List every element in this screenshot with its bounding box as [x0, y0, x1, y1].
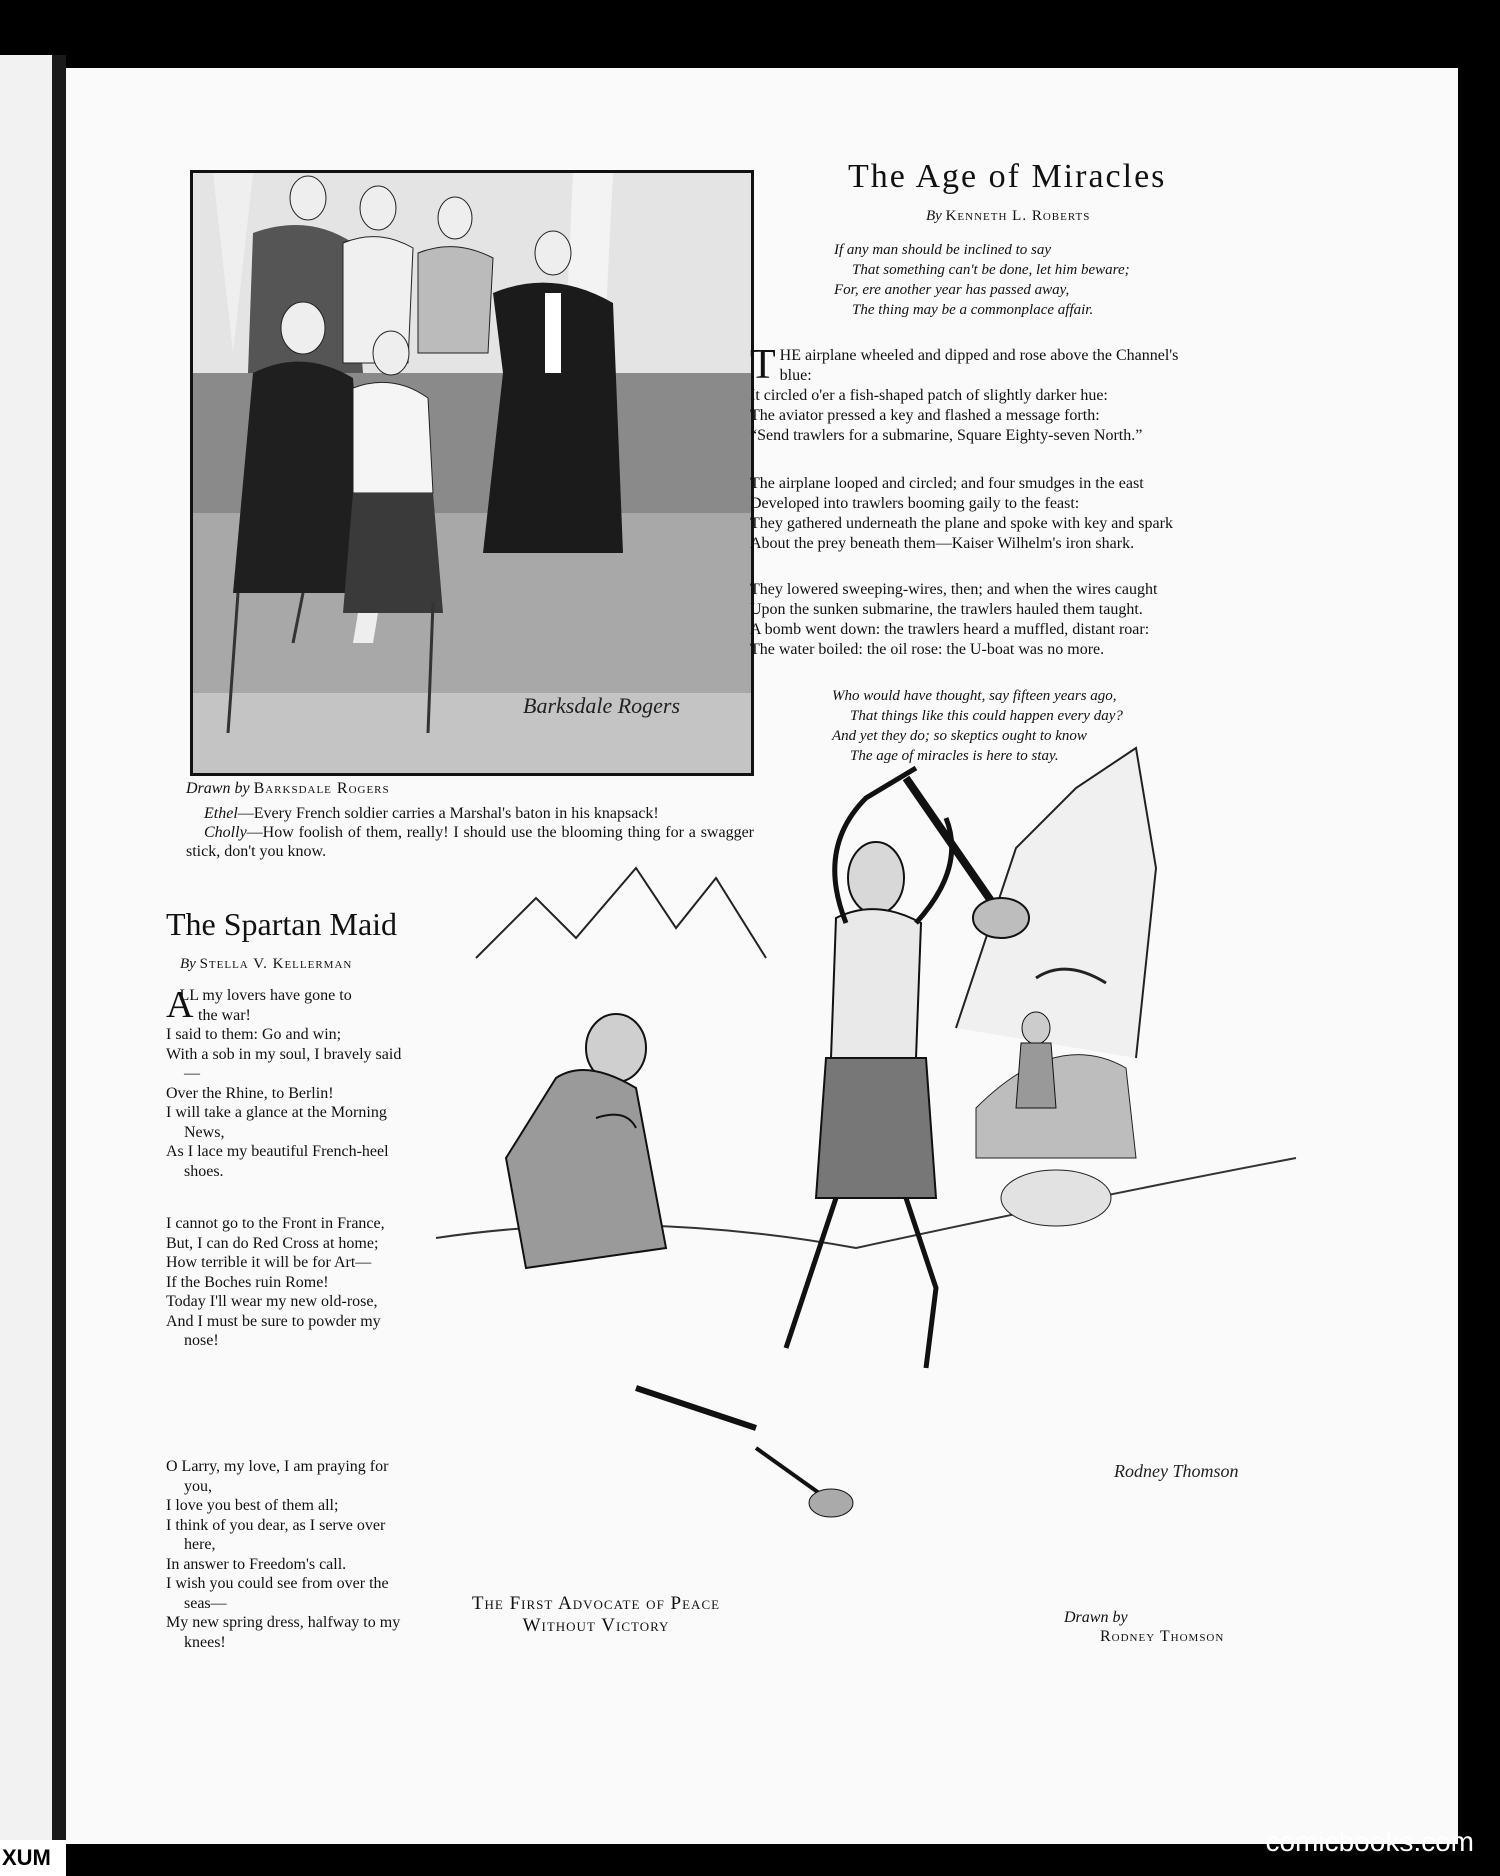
poem2-stanza2: [166, 1214, 416, 1351]
poem2-stanza1: [166, 986, 416, 1181]
poem-line: The water boiled: the oil rose: the U-boat was no more.: [750, 641, 1105, 658]
poem-line: It circled o'er a fish-shaped patch of slightly darker hue:: [750, 387, 1108, 404]
magazine-page: [66, 68, 1458, 1844]
previous-page-edge: [0, 55, 52, 1850]
poem-line: HE airplane wheeled and dipped and rose above the Channel's: [779, 347, 1179, 364]
closing-line: The age of miracles is here to stay.: [850, 748, 1059, 764]
poem1-byline-prefix: By: [926, 208, 942, 224]
poem1-stanza2: [750, 474, 1370, 554]
poem-line: I will take a glance at the Morning News,: [166, 1104, 387, 1141]
poem1-title: The Age of Miracles: [848, 158, 1167, 195]
poem-line: Over the Rhine, to Berlin!: [166, 1084, 334, 1102]
credit-name: Barksdale Rogers: [253, 780, 390, 797]
poem1-byline: [926, 208, 1090, 225]
poem-line: O Larry, my love, I am praying for you,: [166, 1458, 389, 1495]
source-watermark-left: XUM: [0, 1840, 66, 1876]
epigraph-line: The thing may be a commonplace affair.: [852, 302, 1094, 318]
poem-line: LL my lovers have gone to: [179, 987, 352, 1004]
epigraph-line: That something can't be done, let him beware;: [852, 262, 1130, 278]
poem2-byline: [180, 956, 352, 973]
poem-line: They gathered underneath the plane and spoke with key and spark: [750, 515, 1173, 532]
ethel-text: —Every French soldier carries a Marshal's baton in his knapsack!: [237, 805, 659, 822]
illustration2-credit-name: Rodney Thomson: [1100, 1628, 1225, 1645]
poem2-byline-prefix: By: [180, 956, 196, 972]
poem-line: With a sob in my soul, I bravely said—: [166, 1045, 402, 1082]
poem-line: I wish you could see from over the seas—: [166, 1575, 389, 1612]
illustration2-title-line1: The First Advocate of Peace: [471, 1593, 721, 1614]
poem-line: I think of you dear, as I serve over here,: [166, 1516, 386, 1553]
speaker-ethel: Ethel: [204, 805, 238, 822]
poem-line: A bomb went down: the trawlers heard a muffled, distant roar:: [750, 621, 1150, 638]
cholly-text: —How foolish of them, really! I should use the blooming thing for a swagger stick, don't you know.: [186, 824, 754, 860]
poem2-author: Stella V. Kellerman: [199, 956, 353, 972]
poem-line: I said to them: Go and win;: [166, 1026, 342, 1043]
poem-line: As I lace my beautiful French-heel shoes.: [166, 1143, 389, 1180]
poem-line: The airplane looped and circled; and four smudges in the east: [750, 475, 1144, 492]
epigraph-line: If any man should be inclined to say: [834, 242, 1052, 258]
illustration2-title: [446, 1593, 746, 1637]
poem1-dropcap: T: [750, 342, 776, 388]
poem-line: The aviator pressed a key and flashed a message forth:: [750, 407, 1100, 424]
salon-illustration: [190, 170, 754, 776]
poem-line: They lowered sweeping-wires, then; and when the wires caught: [750, 581, 1158, 598]
closing-line: Who would have thought, say fifteen years ago,: [832, 688, 1117, 704]
poem1-epigraph: [834, 240, 1130, 320]
poem-line: In answer to Freedom's call.: [166, 1555, 347, 1573]
credit-prefix: Drawn by: [186, 780, 250, 797]
poem-line: I cannot go to the Front in France,: [166, 1215, 385, 1232]
poem1-stanza3: [750, 580, 1370, 660]
poem-line: My new spring dress, halfway to my knees!: [166, 1614, 401, 1651]
poem-line: “Send trawlers for a submarine, Square Eighty-seven North.”: [750, 427, 1143, 444]
poem-line: the war!: [198, 1006, 251, 1024]
illustration2-credit-prefix: Drawn by: [1064, 1609, 1128, 1626]
illustration1-credit: [186, 780, 390, 798]
poem2-stanza3: [166, 1457, 416, 1652]
poem-line: But, I can do Red Cross at home;: [166, 1234, 379, 1252]
illustration2-title-line2: Without Victory: [522, 1615, 670, 1636]
illustration2-signature: Rodney Thomson: [1114, 1461, 1239, 1481]
poem-line: How terrible it will be for Art—: [166, 1254, 372, 1271]
salon-drawing: [193, 173, 751, 773]
poem1-stanza1: [750, 342, 1370, 446]
poem-line: If the Boches ruin Rome!: [166, 1273, 329, 1291]
poem-line: Developed into trawlers booming gaily to the feast:: [750, 495, 1080, 512]
poem-line: Upon the sunken submarine, the trawlers hauled them taught.: [750, 601, 1143, 618]
illustration2-credit: [1064, 1608, 1224, 1646]
book-gutter: [52, 55, 66, 1850]
epigraph-line: For, ere another year has passed away,: [834, 282, 1070, 298]
poem2-dropcap: A: [166, 984, 194, 1026]
closing-line: And yet they do; so skeptics ought to know: [832, 728, 1087, 744]
poem-line: And I must be sure to powder my nose!: [166, 1312, 381, 1349]
illustration1-signature: Barksdale Rogers: [523, 693, 681, 718]
source-watermark-right: comicbooks.com: [1265, 1826, 1474, 1857]
poem-line: blue:: [779, 367, 812, 384]
poem-line: I love you best of them all;: [166, 1497, 339, 1514]
poem-line: About the prey beneath them—Kaiser Wilhelm's iron shark.: [750, 535, 1135, 552]
poem-line: Today I'll wear my new old-rose,: [166, 1293, 378, 1310]
closing-line: That things like this could happen every day?: [850, 708, 1123, 724]
caveman-illustration: [436, 728, 1376, 1688]
poem1-author: Kenneth L. Roberts: [945, 208, 1091, 224]
speaker-cholly: Cholly: [204, 824, 247, 841]
poem2-title: The Spartan Maid: [166, 906, 398, 942]
